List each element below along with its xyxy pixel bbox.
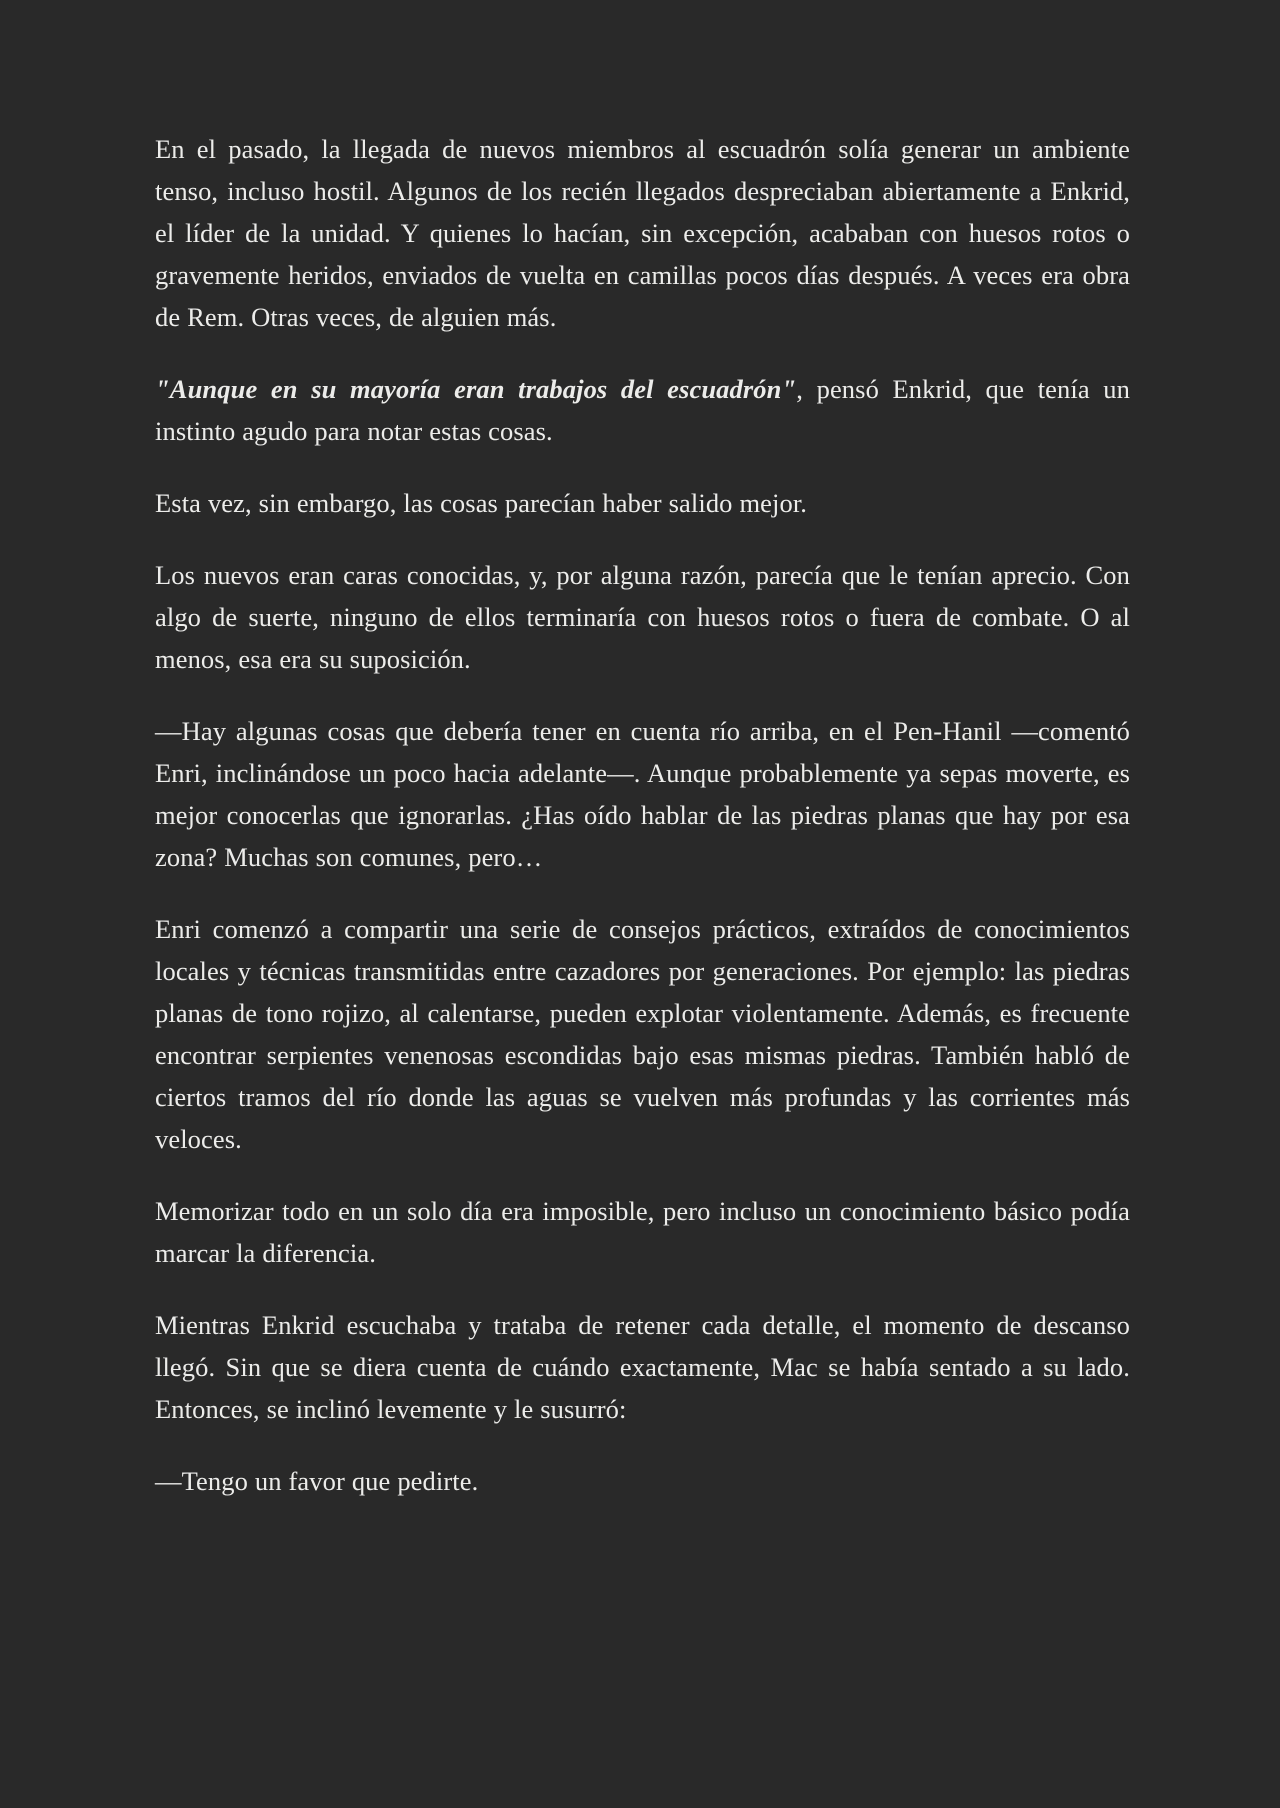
inner-thought-quote: "Aunque en su mayoría eran trabajos del escuadrón" <box>155 374 797 404</box>
paragraph-3: Esta vez, sin embargo, las cosas parecían haber salido mejor. <box>155 488 808 518</box>
paragraph-7: Memorizar todo en un solo día era imposible, pero incluso un conocimiento básico podía marcar la diferencia. <box>155 1196 1130 1268</box>
paragraph-2 <box>155 368 1130 452</box>
chapter-body <box>155 128 1130 1502</box>
paragraph-8: Mientras Enkrid escuchaba y trataba de retener cada detalle, el momento de descanso llegó. Sin que se diera cuenta de cuándo exactamente, Mac se había sentado a su lado. Entonces, se inclinó levemente y le susurró: <box>155 1310 1130 1424</box>
paragraph-4: Los nuevos eran caras conocidas, y, por alguna razón, parecía que le tenían aprecio. Con algo de suerte, ninguno de ellos terminaría con huesos rotos o fuera de combate. O al menos, esa era su suposición. <box>155 560 1130 674</box>
dialogue-paragraph-enri: —Hay algunas cosas que debería tener en cuenta río arriba, en el Pen-Hanil —comentó Enri, inclinándose un poco hacia adelante—. Aunque probablemente ya sepas moverte, es mejor conocerlas que ignorarlas. ¿Has oído hablar de las piedras planas que hay por esa zona? Muchas son comunes, pero… <box>155 716 1130 872</box>
paragraph-1: En el pasado, la llegada de nuevos miembros al escuadrón solía generar un ambiente tenso, incluso hostil. Algunos de los recién llegados despreciaban abiertamente a Enkrid, el líder de la unidad. Y quienes lo hacían, sin excepción, acababan con huesos rotos o gravemente heridos, enviados de vuelta en camillas pocos días después. A veces era obra de Rem. Otras veces, de alguien más. <box>155 134 1130 332</box>
paragraph-2-continuation: , pensó Enkrid, que tenía un instinto agudo para notar estas cosas. <box>155 374 1130 446</box>
dialogue-paragraph-mac: —Tengo un favor que pedirte. <box>155 1466 479 1496</box>
paragraph-6: Enri comenzó a compartir una serie de consejos prácticos, extraídos de conocimientos locales y técnicas transmitidas entre cazadores por generaciones. Por ejemplo: las piedras planas de tono rojizo, al calentarse, pueden explotar violentamente. Además, es frecuente encontrar serpientes venenosas escondidas bajo esas mismas piedras. También habló de ciertos tramos del río donde las aguas se vuelven más profundas y las corrientes más veloces. <box>155 914 1130 1154</box>
